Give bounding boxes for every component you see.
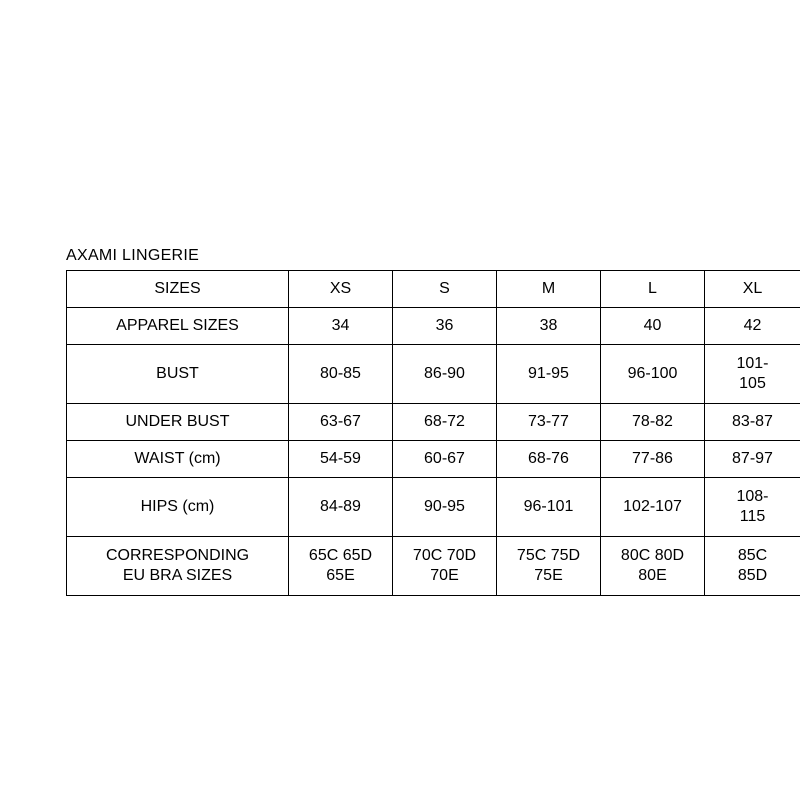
cell-sizes-xs: XS: [289, 271, 393, 308]
table-row-apparel-sizes: [67, 308, 800, 345]
cell-bra-xs-line2: 65E: [326, 567, 355, 584]
cell-underbust-xs: 63-67: [289, 404, 393, 441]
cell-waist-m: 68-76: [497, 441, 601, 478]
cell-bra-m-line1: 75C 75D: [516, 547, 581, 565]
cell-apparel-s: 36: [393, 308, 497, 345]
row-header-bra-line2: EU BRA SIZES: [122, 567, 233, 584]
cell-bra-xs: [289, 537, 393, 596]
cell-bra-l: [601, 537, 705, 596]
table-row-under-bust: [67, 404, 800, 441]
cell-sizes-xl: XL: [705, 271, 800, 308]
cell-bust-xl: [705, 345, 800, 404]
row-header-waist: WAIST (cm): [67, 441, 289, 478]
cell-bust-xl-line1: 101-: [736, 355, 769, 373]
table-row-hips: [67, 478, 800, 537]
cell-hips-m: 96-101: [497, 478, 601, 537]
row-header-bra-line1: CORRESPONDING: [105, 547, 250, 565]
cell-bra-l-line1: 80C 80D: [620, 547, 685, 565]
cell-hips-xl: [705, 478, 800, 537]
cell-bust-s: 86-90: [393, 345, 497, 404]
table-row-waist: [67, 441, 800, 478]
row-header-corresponding-eu-bra-sizes: [67, 537, 289, 596]
cell-apparel-xl: 42: [705, 308, 800, 345]
cell-bra-l-line2: 80E: [638, 567, 667, 584]
size-chart-table: [66, 270, 800, 596]
cell-waist-l: 77-86: [601, 441, 705, 478]
cell-bra-m: [497, 537, 601, 596]
cell-bust-xs: 80-85: [289, 345, 393, 404]
row-header-under-bust: UNDER BUST: [67, 404, 289, 441]
row-header-sizes: SIZES: [67, 271, 289, 308]
cell-hips-xl-line2: 115: [739, 508, 766, 525]
cell-bust-l: 96-100: [601, 345, 705, 404]
row-header-hips: HIPS (cm): [67, 478, 289, 537]
cell-underbust-m: 73-77: [497, 404, 601, 441]
page-title: AXAMI LINGERIE: [66, 247, 200, 264]
cell-bra-xl-line1: 85C: [737, 547, 768, 565]
cell-sizes-s: S: [393, 271, 497, 308]
cell-apparel-l: 40: [601, 308, 705, 345]
cell-apparel-xs: 34: [289, 308, 393, 345]
cell-bra-s: [393, 537, 497, 596]
cell-bra-xl-line2: 85D: [737, 567, 768, 584]
table-row-sizes: [67, 271, 800, 308]
cell-bra-xs-line1: 65C 65D: [308, 547, 373, 565]
cell-sizes-l: L: [601, 271, 705, 308]
cell-waist-s: 60-67: [393, 441, 497, 478]
cell-bust-xl-line2: 105: [739, 375, 766, 392]
cell-hips-xs: 84-89: [289, 478, 393, 537]
cell-hips-l: 102-107: [601, 478, 705, 537]
cell-underbust-s: 68-72: [393, 404, 497, 441]
cell-bra-m-line2: 75E: [534, 567, 563, 584]
cell-bra-s-line1: 70C 70D: [412, 547, 477, 565]
cell-hips-s: 90-95: [393, 478, 497, 537]
row-header-apparel-sizes: APPAREL SIZES: [67, 308, 289, 345]
cell-underbust-l: 78-82: [601, 404, 705, 441]
cell-apparel-m: 38: [497, 308, 601, 345]
cell-bra-xl: [705, 537, 800, 596]
cell-bust-m: 91-95: [497, 345, 601, 404]
cell-underbust-xl: 83-87: [705, 404, 800, 441]
cell-waist-xs: 54-59: [289, 441, 393, 478]
cell-hips-xl-line1: 108-: [736, 488, 769, 506]
cell-sizes-m: M: [497, 271, 601, 308]
cell-bra-s-line2: 70E: [430, 567, 459, 584]
table-row-corresponding-eu-bra-sizes: [67, 537, 800, 596]
row-header-bust: BUST: [67, 345, 289, 404]
cell-waist-xl: 87-97: [705, 441, 800, 478]
table-row-bust: [67, 345, 800, 404]
